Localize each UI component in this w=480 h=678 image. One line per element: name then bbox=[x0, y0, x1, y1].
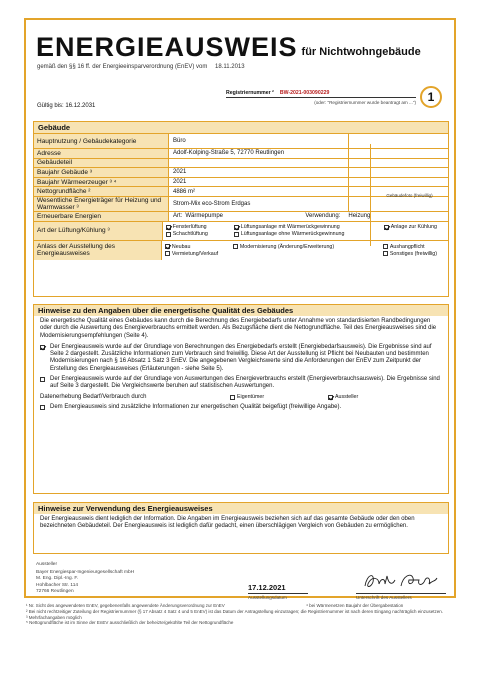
row-label: Adresse bbox=[34, 149, 169, 158]
validity-label: Gültig bis: bbox=[37, 103, 64, 109]
ventilation-label: Art der Lüftung/Kühlung ³ bbox=[34, 222, 163, 240]
row-label: Gebäudeteil bbox=[34, 159, 169, 168]
checkbox-icon[interactable] bbox=[328, 395, 333, 400]
option-text: Aussteller bbox=[335, 393, 359, 400]
checkbox-icon[interactable] bbox=[383, 251, 388, 256]
checkbox-icon[interactable] bbox=[234, 232, 239, 237]
extra-info-option[interactable] bbox=[40, 404, 442, 411]
footnote: ⁴ bei Wärmenetzen Baujahr der Übergabestation bbox=[306, 603, 404, 608]
reason-option[interactable] bbox=[383, 251, 437, 257]
row-value: Strom-Mix eco-Strom Erdgas bbox=[169, 197, 349, 211]
validity-date: 16.12.2031 bbox=[65, 103, 96, 109]
quality-intro: Die energetische Qualität eines Gebäudes kann durch die Berechnung des Energiebedarfs unter Annahme von standardisierten Randbedingungen oder durch die Auswertung des Energieverbrauchs ermittelt werden. Als Bezugsfläche dient die Nettogrundfläche. Teil des Energieausweises sind die Modernisierungsempfehlungen (Seite 4). bbox=[40, 318, 437, 339]
option-text: Neubau bbox=[171, 243, 191, 250]
row-label: Baujahr Wärmeerzeuger ³ ⁴ bbox=[34, 178, 169, 187]
data-collection-row bbox=[40, 394, 442, 401]
usage-notes-section bbox=[33, 502, 449, 554]
issue-date-label: Ausstellungsdatum bbox=[248, 593, 308, 600]
ventilation-option[interactable] bbox=[166, 224, 226, 230]
checkbox-icon[interactable] bbox=[383, 244, 388, 249]
renewable-type-value: Wärmepumpe bbox=[185, 213, 224, 220]
issuer-line: 72766 Reutlingen bbox=[36, 588, 74, 594]
signature-label: Unterschrift des Ausstellers bbox=[356, 593, 446, 600]
certificate-page bbox=[24, 18, 456, 598]
footnotes bbox=[26, 603, 456, 626]
option-text: Sonstiges (freiwillig) bbox=[389, 250, 437, 257]
checkbox-icon[interactable] bbox=[40, 377, 45, 382]
reason-option[interactable] bbox=[233, 244, 375, 250]
option-text: Lüftungsanlage mit Wärmerückgewinnung bbox=[240, 224, 340, 231]
demand-option-text: Der Energieausweis wurde auf der Grundlage von Berechnungen des Energiebedarfs erstellt (Energiebedarfsausweis). Die Ergebnisse sind auf Seite 2 dargestellt. Zusätzliche Informationen zum Verbrauch sind freiwillig. Diese Art der Ausstellung ist Pflicht bei Neubauten und bestimmten Modernisierungen nach § 16 Absatz 1 Satz 3 EnEV. Die angegebenen Vergleichswerte sind die Anforderungen der EnEV zum Zeitpunkt der Erstellung des Energieausweises (Erläuterungen - siehe Seite 5). bbox=[50, 343, 432, 372]
building-photo bbox=[370, 144, 448, 246]
photo-caption: Gebäudefoto (freiwillig) bbox=[386, 192, 433, 198]
data-collection-label: Datenerhebung Bedarf/Verbrauch durch bbox=[40, 393, 147, 400]
renewable-type-label: Art: bbox=[173, 213, 183, 220]
renewable-use-label: Verwendung: bbox=[305, 213, 341, 220]
checkbox-icon[interactable] bbox=[166, 225, 171, 230]
quality-notes-heading: Hinweise zu den Angaben über die energetische Qualität des Gebäudes bbox=[34, 305, 448, 316]
consumption-option[interactable] bbox=[40, 376, 442, 391]
option-text: Anlage zur Kühlung bbox=[390, 224, 437, 231]
registration-number: BW-2021-003090229 bbox=[279, 90, 330, 96]
issuer-line: Hohlbacher Str. 114 bbox=[36, 582, 79, 588]
renewable-use-value: Heizung bbox=[348, 213, 371, 220]
issue-date: 17.12.2021 bbox=[248, 583, 286, 592]
checkbox-icon[interactable] bbox=[233, 244, 238, 249]
footnote: ¹ Nr. Sicht des angewendeten EnEV, gegebenenfalls angewendete Änderungsverordnung zur EnEV bbox=[26, 603, 225, 608]
issuer-option[interactable] bbox=[328, 394, 358, 401]
row-value bbox=[169, 159, 349, 168]
row-label: Nettogrundfläche ² bbox=[34, 187, 169, 196]
building-heading: Gebäude bbox=[34, 122, 448, 133]
checkbox-icon[interactable] bbox=[40, 405, 45, 410]
renewable-label: Erneuerbare Energien bbox=[34, 212, 169, 221]
validity bbox=[37, 103, 95, 109]
building-section bbox=[33, 121, 449, 297]
page-title: ENERGIEAUSWEIS bbox=[36, 32, 298, 62]
issuer-block bbox=[36, 562, 134, 595]
checkbox-icon[interactable] bbox=[234, 225, 239, 230]
regulation-text: gemäß den §§ 16 ff. der Energieeinsparverordnung (EnEV) vom bbox=[37, 64, 208, 70]
option-text: Modernisierung (Änderung/Erweiterung) bbox=[239, 243, 335, 250]
registration-block bbox=[226, 90, 416, 105]
option-text: Eigentümer bbox=[237, 393, 265, 400]
owner-option[interactable] bbox=[230, 394, 320, 401]
footnote: ² Bei nicht rechtzeitiger Zuteilung der Registriernummer (§ 17 Absatz 4 Satz 4 und 5 EnEV) ist das Datum der Antragstellung einzutragen; die Registriernummer ist nach deren Eingang nachträglich einzusetzen. bbox=[26, 608, 443, 614]
ventilation-option[interactable] bbox=[234, 224, 376, 230]
signature-image bbox=[361, 568, 441, 592]
registration-label: Registriernummer ² bbox=[226, 90, 274, 96]
row-label: Wesentliche Energieträger für Heizung und Warmwasser ³ bbox=[34, 197, 169, 211]
row-label: Baujahr Gebäude ³ bbox=[34, 168, 169, 177]
row-value: 2021 bbox=[169, 178, 349, 187]
issuer-line: M. Eng. Dipl.-Ing. F. bbox=[36, 576, 79, 582]
page-subtitle: für Nichtwohngebäude bbox=[301, 46, 421, 58]
row-value: 2021 bbox=[169, 168, 349, 177]
consumption-option-text: Der Energieausweis wurde auf der Grundlage von Auswertungen des Energieverbrauchs erstellt (Energieverbrauchsausweis). Die Ergebnisse sind auf Seite 3 dargestellt. Die Vergleichswerte beruhen auf statistischen Auswertungen. bbox=[50, 376, 440, 390]
checkbox-icon[interactable] bbox=[166, 232, 171, 237]
footnote: ⁵ Nettogrundfläche ist im Sinne der EnEV ausschließlich der beheizte/gekühlte Teil der Nettogrundfläche bbox=[26, 620, 234, 626]
extra-info-text: Dem Energieausweis sind zusätzliche Informationen zur energetischen Qualität beigefügt (freiwillige Angabe). bbox=[50, 403, 342, 410]
title-row bbox=[36, 27, 421, 61]
registration-note: (oder: "Registriernummer wurde beantragt am ...") bbox=[314, 100, 416, 105]
usage-notes-heading: Hinweise zur Verwendung des Energieausweises bbox=[34, 503, 448, 514]
row-value: Adolf-Kolping-Straße 5, 72770 Reutlingen bbox=[169, 149, 349, 158]
checkbox-icon[interactable] bbox=[40, 345, 45, 350]
issuer-label: Aussteller bbox=[36, 562, 58, 567]
ventilation-option[interactable] bbox=[166, 231, 226, 237]
row-label: Hauptnutzung / Gebäudekategorie bbox=[34, 134, 169, 148]
issuer-line: Bayer Energiespar-Ingenieurgesellschaft mbH bbox=[36, 570, 135, 576]
option-text: Schachtlüftung bbox=[172, 231, 208, 238]
reason-option[interactable] bbox=[165, 244, 225, 250]
option-text: Fensterlüftung bbox=[172, 224, 207, 231]
page-number-badge: 1 bbox=[420, 86, 442, 108]
option-text: Lüftungsanlage ohne Wärmerückgewinnung bbox=[240, 231, 345, 238]
regulation-line bbox=[37, 64, 245, 70]
checkbox-icon[interactable] bbox=[384, 225, 389, 230]
regulation-date: 18.11.2013 bbox=[215, 64, 245, 70]
checkbox-icon[interactable] bbox=[165, 244, 170, 249]
option-text: Vermietung/Verkauf bbox=[171, 250, 219, 257]
usage-notes-text: Der Energieausweis dient lediglich der Information. Die Angaben im Energieausweis beziehen sich auf das gesamte Gebäude oder den oben bezeichneten Gebäudeteil. Der Energieausweis ist lediglich dafür gedacht, einen überschlägigen Vergleich von Gebäuden zu ermöglichen. bbox=[40, 516, 415, 530]
checkbox-icon[interactable] bbox=[230, 395, 235, 400]
reason-option[interactable] bbox=[165, 251, 225, 257]
option-text: Aushangpflicht bbox=[389, 243, 425, 250]
row-value: 4886 m² bbox=[169, 187, 349, 196]
checkbox-icon[interactable] bbox=[165, 251, 170, 256]
reason-label: Anlass der Ausstellung des Energieausweises bbox=[34, 241, 162, 260]
quality-notes-section bbox=[33, 304, 449, 494]
ventilation-option[interactable] bbox=[234, 231, 376, 237]
demand-option[interactable] bbox=[40, 344, 442, 373]
row-value: Büro bbox=[169, 134, 349, 148]
footnote: ³ Mehrfachangaben möglich bbox=[26, 614, 82, 620]
